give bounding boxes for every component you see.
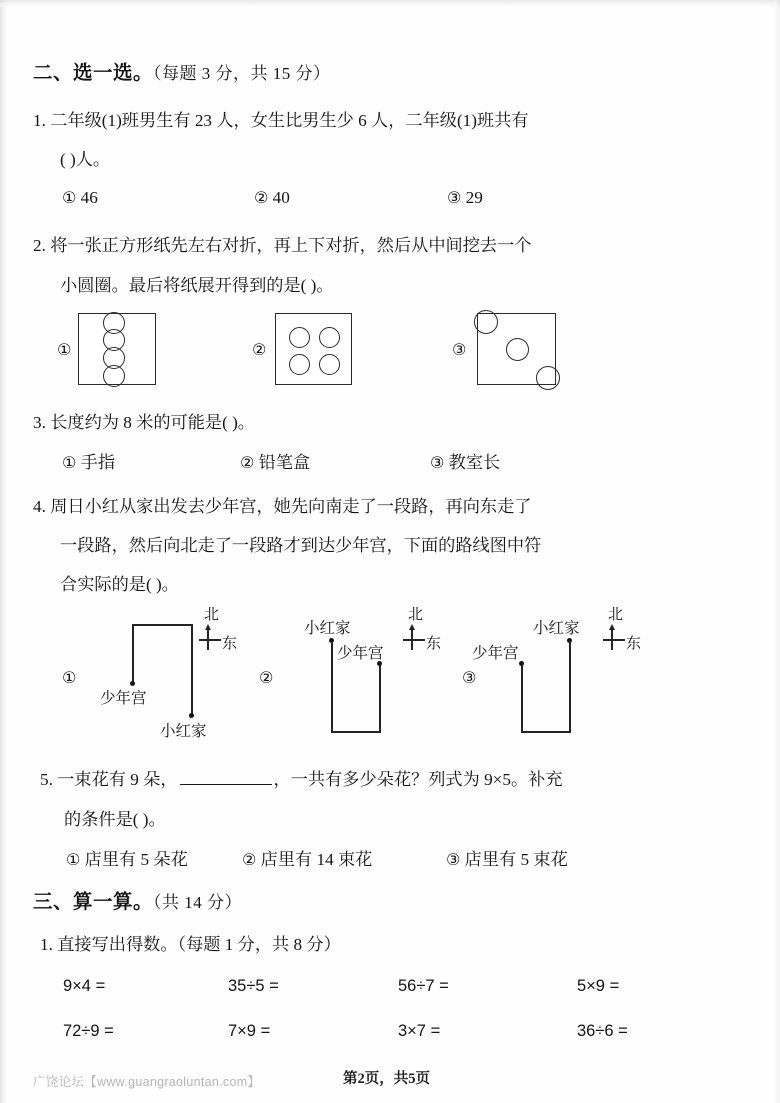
sub-question-number: 1. — [40, 935, 53, 954]
compass-axis-horizontal — [603, 639, 625, 641]
route-label-youth-palace: 少年宫 — [337, 645, 384, 662]
section-two-heading — [33, 57, 331, 85]
compass-axis-horizontal — [199, 639, 221, 641]
question-4-route-figure-2[interactable] — [300, 600, 410, 745]
section-three-score: （共 14 分） — [153, 893, 243, 912]
question-5-line-2 — [64, 805, 166, 830]
route-segment-vertical-left — [521, 664, 523, 732]
arithmetic-problem-5[interactable]: 72÷9 = — [63, 1022, 114, 1040]
question-4-line-2 — [60, 531, 541, 556]
question-4-figure-marker-2: ② — [259, 668, 274, 687]
question-4-line-3 — [60, 570, 179, 595]
question-5-text-1: 一束花有 9 朵， — [57, 770, 178, 789]
option-label-2: 40 — [272, 188, 290, 207]
section-three-heading — [33, 886, 242, 914]
sub-question-text: 直接写出得数。 — [57, 935, 178, 954]
option-label-1: 手指 — [80, 453, 116, 472]
section-two-score: （每题 3 分，共 15 分） — [153, 64, 331, 83]
sub-question-score: （每题 1 分，共 8 分） — [177, 935, 341, 954]
question-3-text-1: 长度约为 8 米的可能是( )。 — [50, 413, 255, 432]
arithmetic-problem-8[interactable]: 36÷6 = — [577, 1022, 628, 1040]
paper-hole-circle — [289, 327, 310, 348]
question-5-option-2[interactable] — [242, 845, 372, 870]
question-4-figure-marker-3: ③ — [462, 668, 477, 687]
question-2-figure-3[interactable] — [477, 313, 556, 385]
option-marker-3: ③ — [446, 850, 461, 869]
question-5-option-1[interactable] — [66, 845, 188, 870]
section-three-title: 三、算一算。 — [33, 892, 154, 913]
compass-east-label: 东 — [426, 636, 442, 652]
question-2-text-1: 将一张正方形纸先左右对折，再上下对折，然后从中间挖去一个 — [50, 236, 532, 255]
question-3-number: 3. — [33, 413, 46, 432]
question-2-figure-2[interactable] — [275, 313, 352, 385]
compass-east-label: 东 — [626, 636, 642, 652]
question-2-figure-marker-1: ① — [57, 340, 72, 359]
question-1-number: 1. — [33, 111, 46, 130]
page-number-label: 第2页，共5页 — [343, 1071, 430, 1087]
route-segment-vertical-right — [379, 664, 381, 732]
question-3-option-2[interactable] — [240, 448, 310, 473]
question-2-line-2 — [60, 271, 334, 296]
question-4-figure-marker-1: ① — [62, 668, 77, 687]
route-label-home: 小红家 — [160, 723, 207, 740]
option-label-3: 教室长 — [448, 453, 501, 472]
option-marker-1: ① — [62, 188, 77, 207]
arithmetic-problem-4[interactable]: 5×9 = — [577, 977, 620, 995]
paper-hole-circle — [536, 366, 560, 390]
question-3-option-3[interactable] — [430, 448, 500, 473]
section-two-title: 二、选一选。 — [33, 63, 154, 84]
route-label-home: 小红家 — [304, 620, 351, 637]
scan-edge-right — [774, 0, 780, 1103]
question-4-text-1: 周日小红从家出发去少年宫，她先向南走了一段路，再向东走了 — [50, 497, 532, 516]
option-label-2: 店里有 14 束花 — [260, 850, 373, 869]
option-marker-2: ② — [254, 188, 269, 207]
question-4-text-2: 一段路，然后向北走了一段路才到达少年宫，下面的路线图中符 — [60, 536, 542, 555]
question-1-text-1: 二年级(1)班男生有 23 人，女生比男生少 6 人，二年级(1)班共有 — [50, 111, 529, 130]
option-label-1: 店里有 5 朵花 — [84, 850, 188, 869]
route-endpoint-home — [189, 713, 194, 718]
site-watermark: 广饶论坛【www.guangraoluntan.com】 — [33, 1075, 261, 1089]
compass-rose-3 — [600, 603, 670, 653]
route-segment-vertical-right — [569, 641, 571, 733]
section-three-sub-question — [40, 930, 341, 955]
question-2-text-2: 小圆圈。最后将纸展开得到的是( )。 — [60, 276, 334, 295]
option-marker-3: ③ — [447, 188, 462, 207]
paper-hole-circle — [474, 310, 498, 334]
scan-edge-left — [0, 0, 9, 1103]
compass-north-label: 北 — [408, 607, 424, 623]
compass-north-label: 北 — [204, 607, 220, 623]
option-marker-1: ① — [66, 850, 81, 869]
question-5-text-3: 的条件是( )。 — [64, 810, 166, 829]
question-3-line-1 — [33, 408, 255, 433]
scan-edge-top — [0, 0, 780, 7]
arithmetic-problem-1[interactable]: 9×4 = — [63, 977, 106, 995]
question-5-number: 5. — [40, 770, 53, 789]
compass-rose-2 — [400, 603, 470, 653]
question-1-text-2: ( )人。 — [60, 150, 111, 169]
option-label-2: 铅笔盒 — [258, 453, 311, 472]
route-segment-horizontal-top — [132, 624, 193, 626]
arithmetic-problem-2[interactable]: 35÷5 = — [228, 977, 279, 995]
question-1-option-1[interactable] — [62, 188, 98, 208]
option-label-3: 店里有 5 束花 — [464, 850, 568, 869]
route-label-home: 小红家 — [533, 620, 580, 637]
question-2-figure-1[interactable] — [78, 313, 156, 385]
option-marker-2: ② — [240, 453, 255, 472]
question-1-line-1 — [33, 106, 529, 131]
compass-east-label: 东 — [222, 636, 238, 652]
option-marker-3: ③ — [430, 453, 445, 472]
question-1-option-3[interactable] — [447, 188, 483, 208]
route-label-youth-palace: 少年宫 — [472, 645, 519, 662]
question-4-number: 4. — [33, 497, 46, 516]
question-5-option-3[interactable] — [446, 845, 568, 870]
question-2-number: 2. — [33, 236, 46, 255]
question-4-line-1 — [33, 492, 531, 517]
compass-rose-1 — [196, 603, 266, 653]
question-2-figure-marker-2: ② — [252, 340, 267, 359]
compass-north-label: 北 — [608, 607, 624, 623]
paper-hole-circle — [103, 365, 125, 387]
route-segment-vertical-left — [132, 624, 134, 684]
question-5-fill-blank[interactable] — [180, 770, 272, 785]
compass-axis-horizontal — [403, 639, 425, 641]
route-segment-horizontal-bottom — [521, 731, 571, 733]
paper-hole-circle — [289, 354, 310, 375]
question-5-line-1 — [40, 765, 563, 790]
question-2-line-1 — [33, 231, 531, 256]
option-marker-1: ① — [62, 453, 77, 472]
paper-hole-circle — [319, 354, 340, 375]
paper-hole-circle — [319, 327, 340, 348]
question-4-text-3: 合实际的是( )。 — [60, 575, 179, 594]
arithmetic-problem-6[interactable]: 7×9 = — [228, 1022, 271, 1040]
question-4-route-figure-3[interactable] — [472, 600, 610, 745]
question-3-option-1[interactable] — [62, 448, 115, 473]
route-segment-vertical-left — [331, 641, 333, 733]
route-segment-horizontal-bottom — [331, 731, 381, 733]
arithmetic-problem-7[interactable]: 3×7 = — [398, 1022, 441, 1040]
question-2-figure-marker-3: ③ — [452, 340, 467, 359]
question-5-text-2: ，一共有多少朵花？列式为 9×5。补充 — [273, 770, 563, 789]
question-1-option-2[interactable] — [254, 188, 290, 208]
option-marker-2: ② — [242, 850, 257, 869]
arithmetic-problem-3[interactable]: 56÷7 = — [398, 977, 449, 995]
question-1-line-2 — [60, 145, 110, 170]
route-endpoint-youth-palace — [519, 661, 524, 666]
route-label-youth-palace: 少年宫 — [100, 690, 147, 707]
option-label-1: 46 — [80, 188, 98, 207]
route-segment-vertical-right — [191, 624, 193, 716]
option-label-3: 29 — [465, 188, 483, 207]
paper-hole-circle — [506, 338, 529, 361]
